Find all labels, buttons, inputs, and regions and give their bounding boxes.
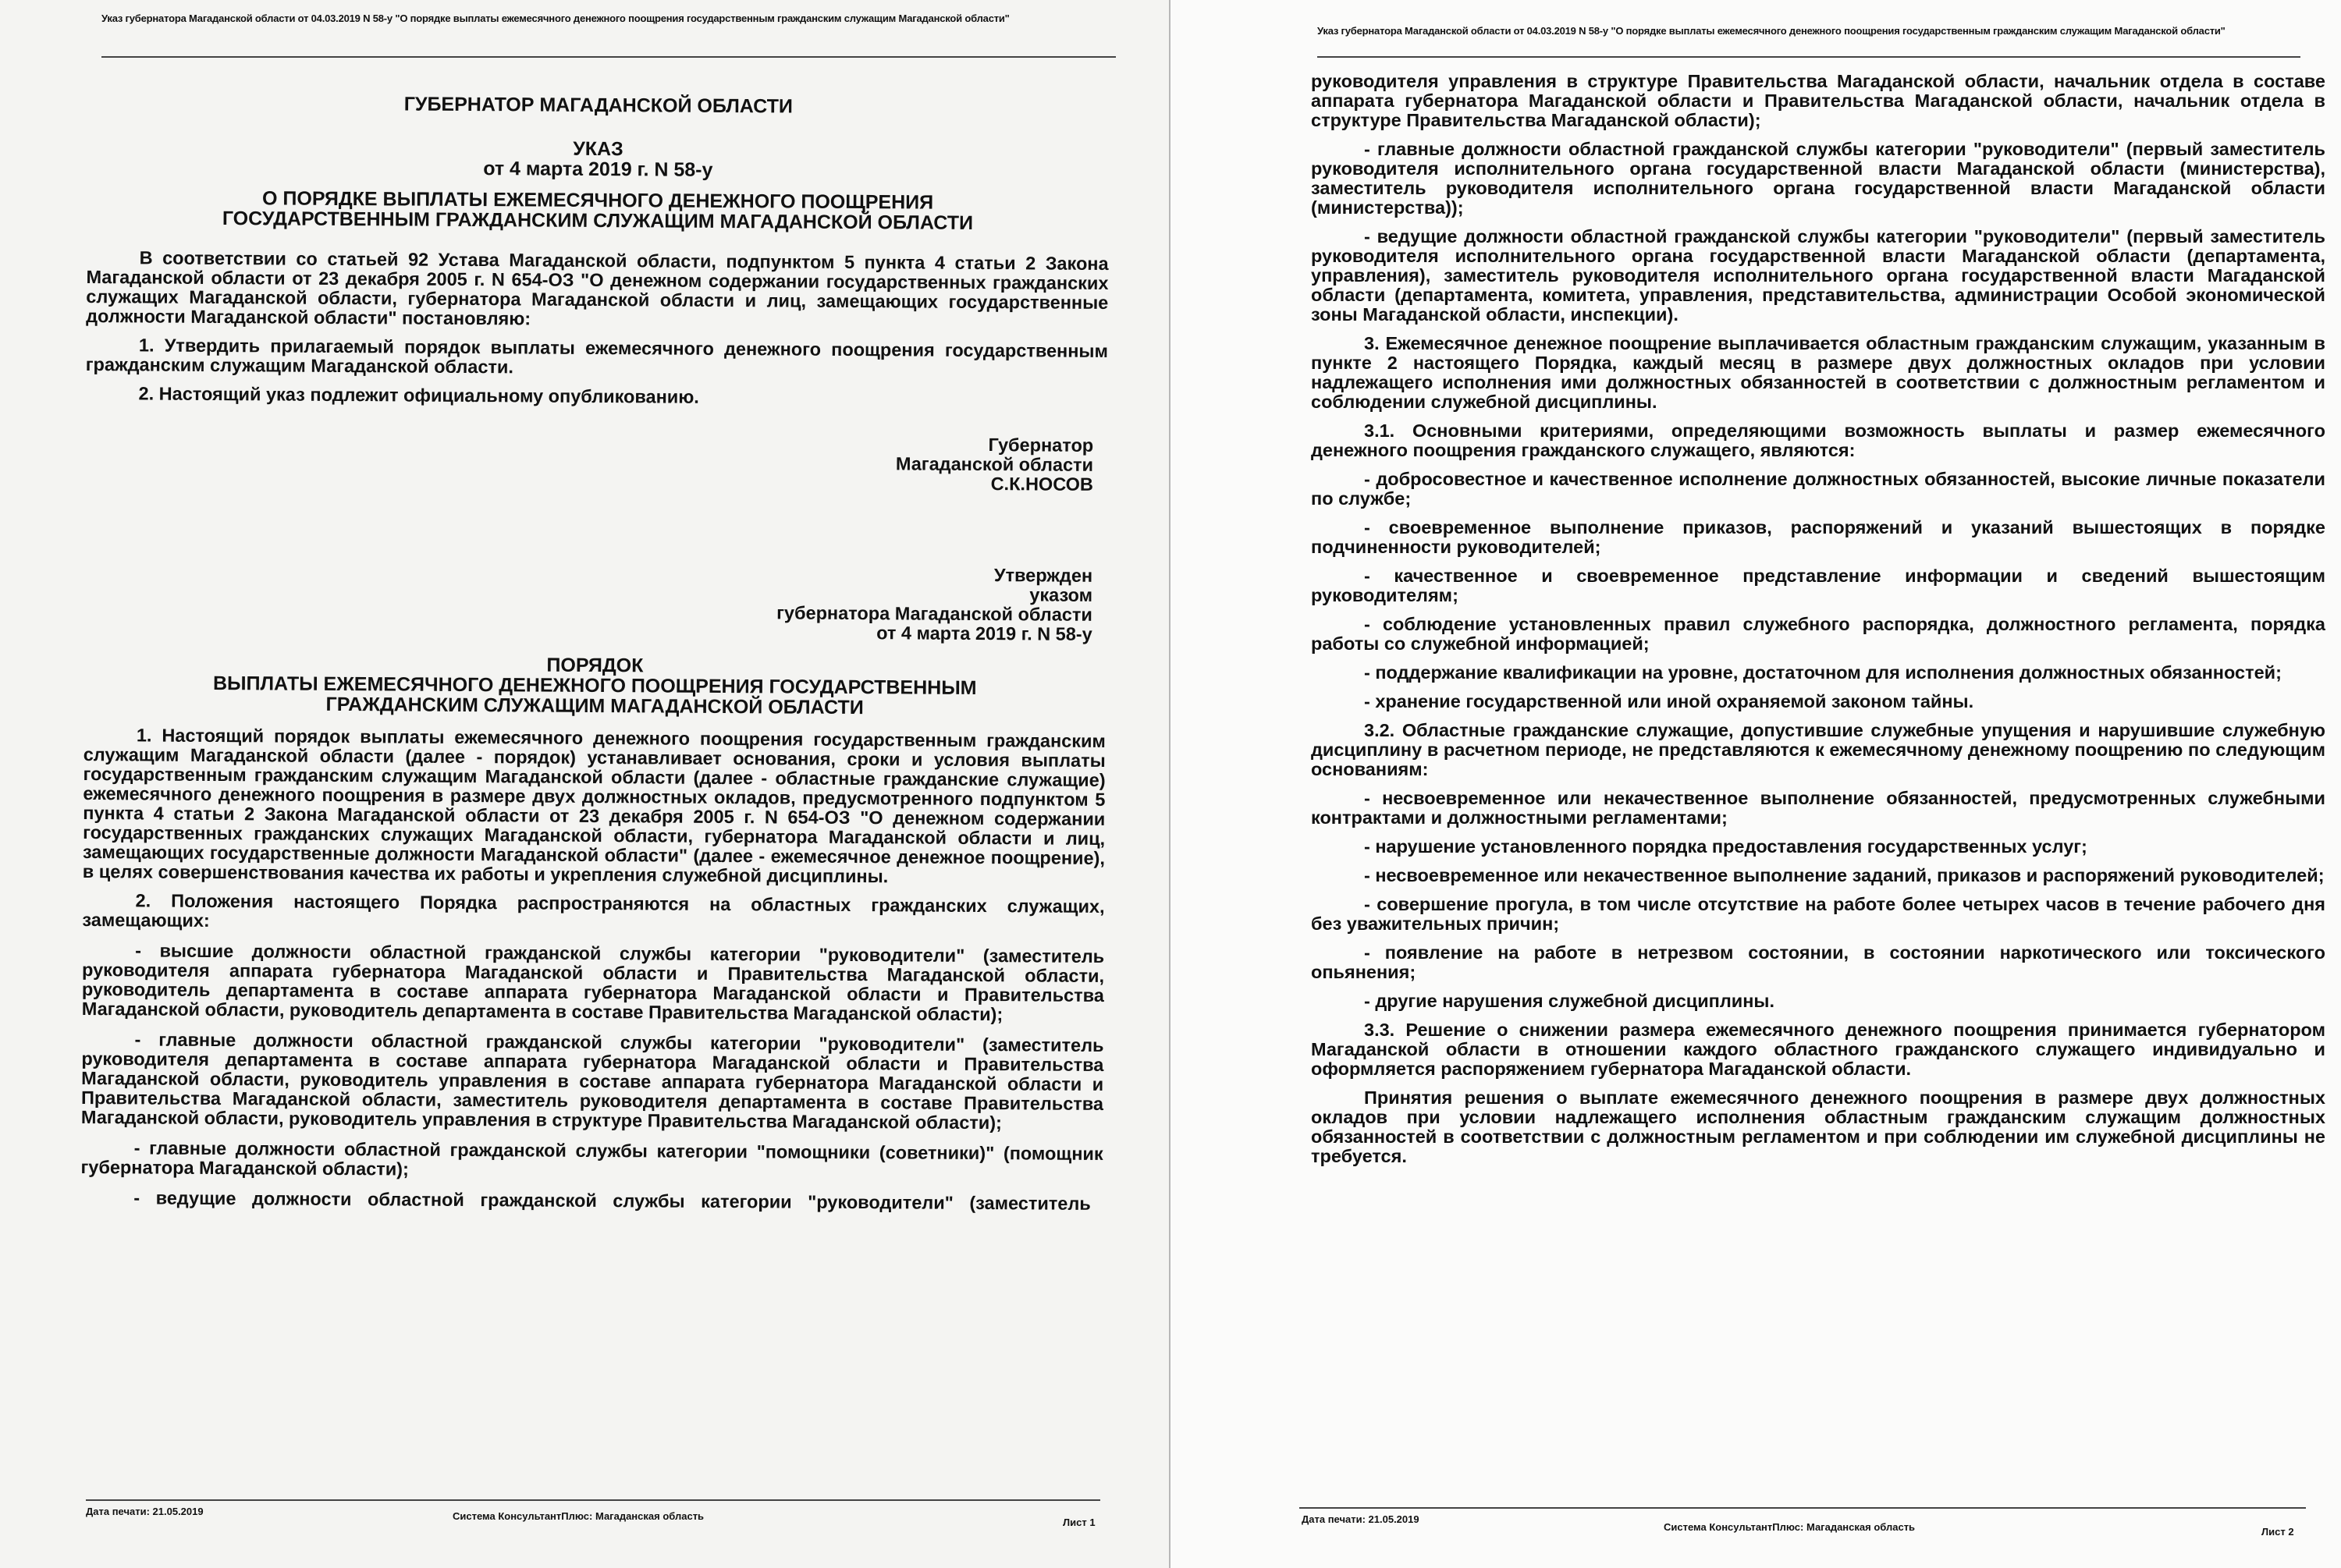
order-paragraph: 3.3. Решение о снижении размера ежемесячного денежного поощрения принимается губернатором Магаданской области в отношении каждого областного гражданского служащего индивидуально и оформляется распоряжением губернатора Магаданской области. [1311, 1020, 2325, 1079]
decree-date: от 4 марта 2019 г. N 58-у [483, 158, 713, 181]
order-paragraph: - нарушение установленного порядка предоставления государственных услуг; [1364, 836, 2087, 857]
order-paragraph: - появление на работе в нетрезвом состоянии, в состоянии наркотического или токсического опьянения; [1311, 942, 2325, 982]
order-paragraph: - высшие должности областной гражданской службы категории "руководители" (заместитель руководителя аппарата губернатора Магаданской области и Правительства Магаданской области, руководитель департамента в составе аппарата губернатора Магаданской области и Правительства Магаданской области, руководитель департамента в составе Правительства Магаданской области); [81, 940, 1105, 1025]
order-title-line-2: ВЫПЛАТЫ ЕЖЕМЕСЯЧНОГО ДЕНЕЖНОГО ПООЩРЕНИЯ ГОСУДАРСТВЕННЫМ [212, 672, 977, 699]
page-body [1311, 72, 2325, 1166]
decree-label: УКАЗ [573, 137, 623, 161]
footer-divider [86, 1499, 1100, 1501]
order-paragraph: 3.1. Основными критериями, определяющими возможность выплаты и размер ежемесячного денежного поощрения гражданского служащего, являются: [1311, 420, 2325, 460]
sheet-number: Лист 1 [1063, 1517, 1096, 1528]
order-paragraph: - своевременное выполнение приказов, распоряжений и указаний вышестоящих в порядке подчиненности руководителей; [1311, 517, 2325, 557]
running-header: Указ губернатора Магаданской области от 04.03.2019 N 58-у "О порядке выплаты ежемесячного денежного поощрения государственным гражданским служащим Магаданской области" [101, 12, 1010, 24]
order-paragraph: - добросовестное и качественное исполнение должностных обязанностей, высокие личные показатели по службе; [1311, 469, 2325, 509]
preamble: В соответствии со статьей 92 Устава Магаданской области, подпунктом 5 пункта 4 статьи 2 Закона Магаданской области от 23 декабря 2005 г. N 654-ОЗ "О денежном содержании государственных гражданских служащих Магаданской области, губернатора Магаданской области и лиц, замещающих государственные должности Магаданской области" постановляю: [86, 247, 1109, 329]
decree-title-line-1: О ПОРЯДКЕ ВЫПЛАТЫ ЕЖЕМЕСЯЧНОГО ДЕНЕЖНОГО ПООЩРЕНИЯ [261, 187, 934, 214]
decree-item-2: 2. Настоящий указ подлежит официальному опубликованию. [138, 383, 699, 407]
print-date: Дата печати: 21.05.2019 [86, 1506, 204, 1517]
footer-system: Система КонсультантПлюс: Магаданская область [453, 1510, 705, 1522]
approval-line: указом [1029, 584, 1093, 605]
order-paragraph: - ведущие должности областной гражданской службы категории "руководители" (заместитель [133, 1187, 1091, 1214]
order-paragraph: 3.2. Областные гражданские служащие, допустившие служебные упущения и нарушившие служебную дисциплину в расчетном периоде, не представляются к ежемесячному денежному поощрению по следующим основаниям: [1311, 720, 2325, 779]
order-paragraph: - хранение государственной или иной охраняемой законом тайны. [1364, 691, 1974, 711]
document-page-2 [1170, 0, 2341, 1568]
order-paragraph: - ведущие должности областной гражданской службы категории "руководители" (первый заместитель руководителя исполнительного органа государственной власти Магаданской области (департамента, управления), заместитель руководителя исполнительного органа государственной власти Магаданской области (департамента, комитета, управления, представительства, администрации Особой экономической зоны Магаданской области, инспекции). [1311, 226, 2325, 325]
order-paragraph: - соблюдение установленных правил служебного распорядка, должностного регламента, порядка работы со служебной информацией; [1311, 614, 2325, 654]
approval-line: губернатора Магаданской области [776, 602, 1092, 625]
decree-title-line-2: ГОСУДАРСТВЕННЫМ ГРАЖДАНСКИМ СЛУЖАЩИМ МАГАДАНСКОЙ ОБЛАСТИ [222, 208, 974, 234]
order-paragraph: Принятия решения о выплате ежемесячного денежного поощрения в размере двух должностных окладов при условии надлежащего исполнения областным гражданским служащим должностных обязанностей в соответствии с должностным регламентом и при соблюдении им служебной дисциплины не требуется. [1311, 1087, 2325, 1166]
signature-name: С.К.НОСОВ [990, 474, 1093, 495]
order-paragraph: 3. Ежемесячное денежное поощрение выплачивается областным гражданским служащим, указанным в пункте 2 настоящего Порядка, каждый месяц в размере двух должностных окладов при условии надлежащего исполнения ими должностных обязанностей в соответствии с должностным регламентом и соблюдении служебной дисциплины. [1311, 333, 2325, 412]
decree-item-1: 1. Утвердить прилагаемый порядок выплаты ежемесячного денежного поощрения государственным гражданским служащим Магаданской области. [85, 335, 1109, 378]
order-paragraph: - другие нарушения служебной дисциплины. [1364, 991, 1775, 1011]
page-body [80, 84, 1110, 1214]
header-divider [101, 56, 1116, 58]
header-divider [1317, 56, 2300, 58]
sheet-number: Лист 2 [2261, 1526, 2294, 1538]
order-paragraph: - качественное и своевременное представление информации и сведений вышестоящим руководителям; [1311, 566, 2325, 605]
order-paragraph: - главные должности областной гражданской службы категории "помощники (советники)" (помощник губернатора Магаданской области); [80, 1137, 1103, 1180]
document-page-1 [0, 0, 1170, 1568]
footer-divider [1299, 1507, 2306, 1509]
signature-line: Магаданской области [895, 453, 1094, 475]
governor-title: ГУБЕРНАТОР МАГАДАНСКОЙ ОБЛАСТИ [403, 93, 793, 118]
order-paragraph: - совершение прогула, в том числе отсутствие на работе более четырех часов в течение рабочего дня без уважительных причин; [1311, 894, 2325, 934]
order-title-line-3: ГРАЖДАНСКИМ СЛУЖАЩИМ МАГАДАНСКОЙ ОБЛАСТИ [325, 693, 864, 719]
footer-system: Система КонсультантПлюс: Магаданская область [1664, 1521, 1916, 1533]
order-paragraph: - главные должности областной гражданской службы категории "руководители" (заместитель руководителя департамента в составе аппарата губернатора Магаданской области и Правительства Магаданской области, руководитель управления в составе аппарата губернатора Магаданской области и Правительства Магаданской области, заместитель руководителя департамента в составе Правительства Магаданской области, руководитель управления в структуре Правительства Магаданской области); [80, 1029, 1104, 1133]
order-paragraph: 1. Настоящий порядок выплаты ежемесячного денежного поощрения государственным гражданским служащим Магаданской области (далее - порядок) устанавливает основания, сроки и условия выплаты государственным гражданским служащим Магаданской области (далее - областные гражданские служащие) ежемесячного денежного поощрения в размере двух должностных окладов, предусмотренного подпунктом 5 пункта 4 статьи 2 Закона Магаданской области от 23 декабря 2005 г. N 654-ОЗ "О денежном содержании государственных гражданских служащих Магаданской области, губернатора Магаданской области и лиц, замещающих государственные должности Магаданской области" (далее - ежемесячное денежное поощрение), в целях совершенствования качества их работы и укрепления служебной дисциплины. [82, 725, 1106, 887]
order-paragraph: 2. Положения настоящего Порядка распространяются на областных гражданских служащих, замещающих: [82, 890, 1105, 931]
signature-line: Губернатор [988, 435, 1094, 456]
order-paragraph: - несвоевременное или некачественное выполнение обязанностей, предусмотренных служебными контрактами и должностными регламентами; [1311, 788, 2325, 828]
approval-line: Утвержден [993, 565, 1093, 586]
order-paragraph: - поддержание квалификации на уровне, достаточном для исполнения должностных обязанностей; [1364, 662, 2282, 683]
order-title-line-1: ПОРЯДОК [546, 654, 644, 677]
running-header: Указ губернатора Магаданской области от 04.03.2019 N 58-у "О порядке выплаты ежемесячного денежного поощрения государственным гражданским служащим Магаданской области" [1317, 25, 2226, 37]
order-paragraph: - главные должности областной гражданской службы категории "руководители" (первый заместитель руководителя исполнительного органа государственной власти Магаданской области (министерства), заместитель руководителя исполнительного органа государственной власти Магаданской области (министерства)); [1311, 139, 2325, 218]
approval-line: от 4 марта 2019 г. N 58-у [876, 623, 1092, 644]
order-paragraph: - несвоевременное или некачественное выполнение заданий, приказов и распоряжений руководителей; [1364, 865, 2325, 885]
approval-stamp-text [84, 560, 1107, 644]
signature-block [85, 430, 1107, 495]
print-date: Дата печати: 21.05.2019 [1302, 1513, 1419, 1525]
order-paragraph: руководителя управления в структуре Правительства Магаданской области, начальник отдела в составе аппарата губернатора Магаданской области и Правительства Магаданской области, начальник отдела в структуре Правительства Магаданской области); [1311, 71, 2325, 130]
